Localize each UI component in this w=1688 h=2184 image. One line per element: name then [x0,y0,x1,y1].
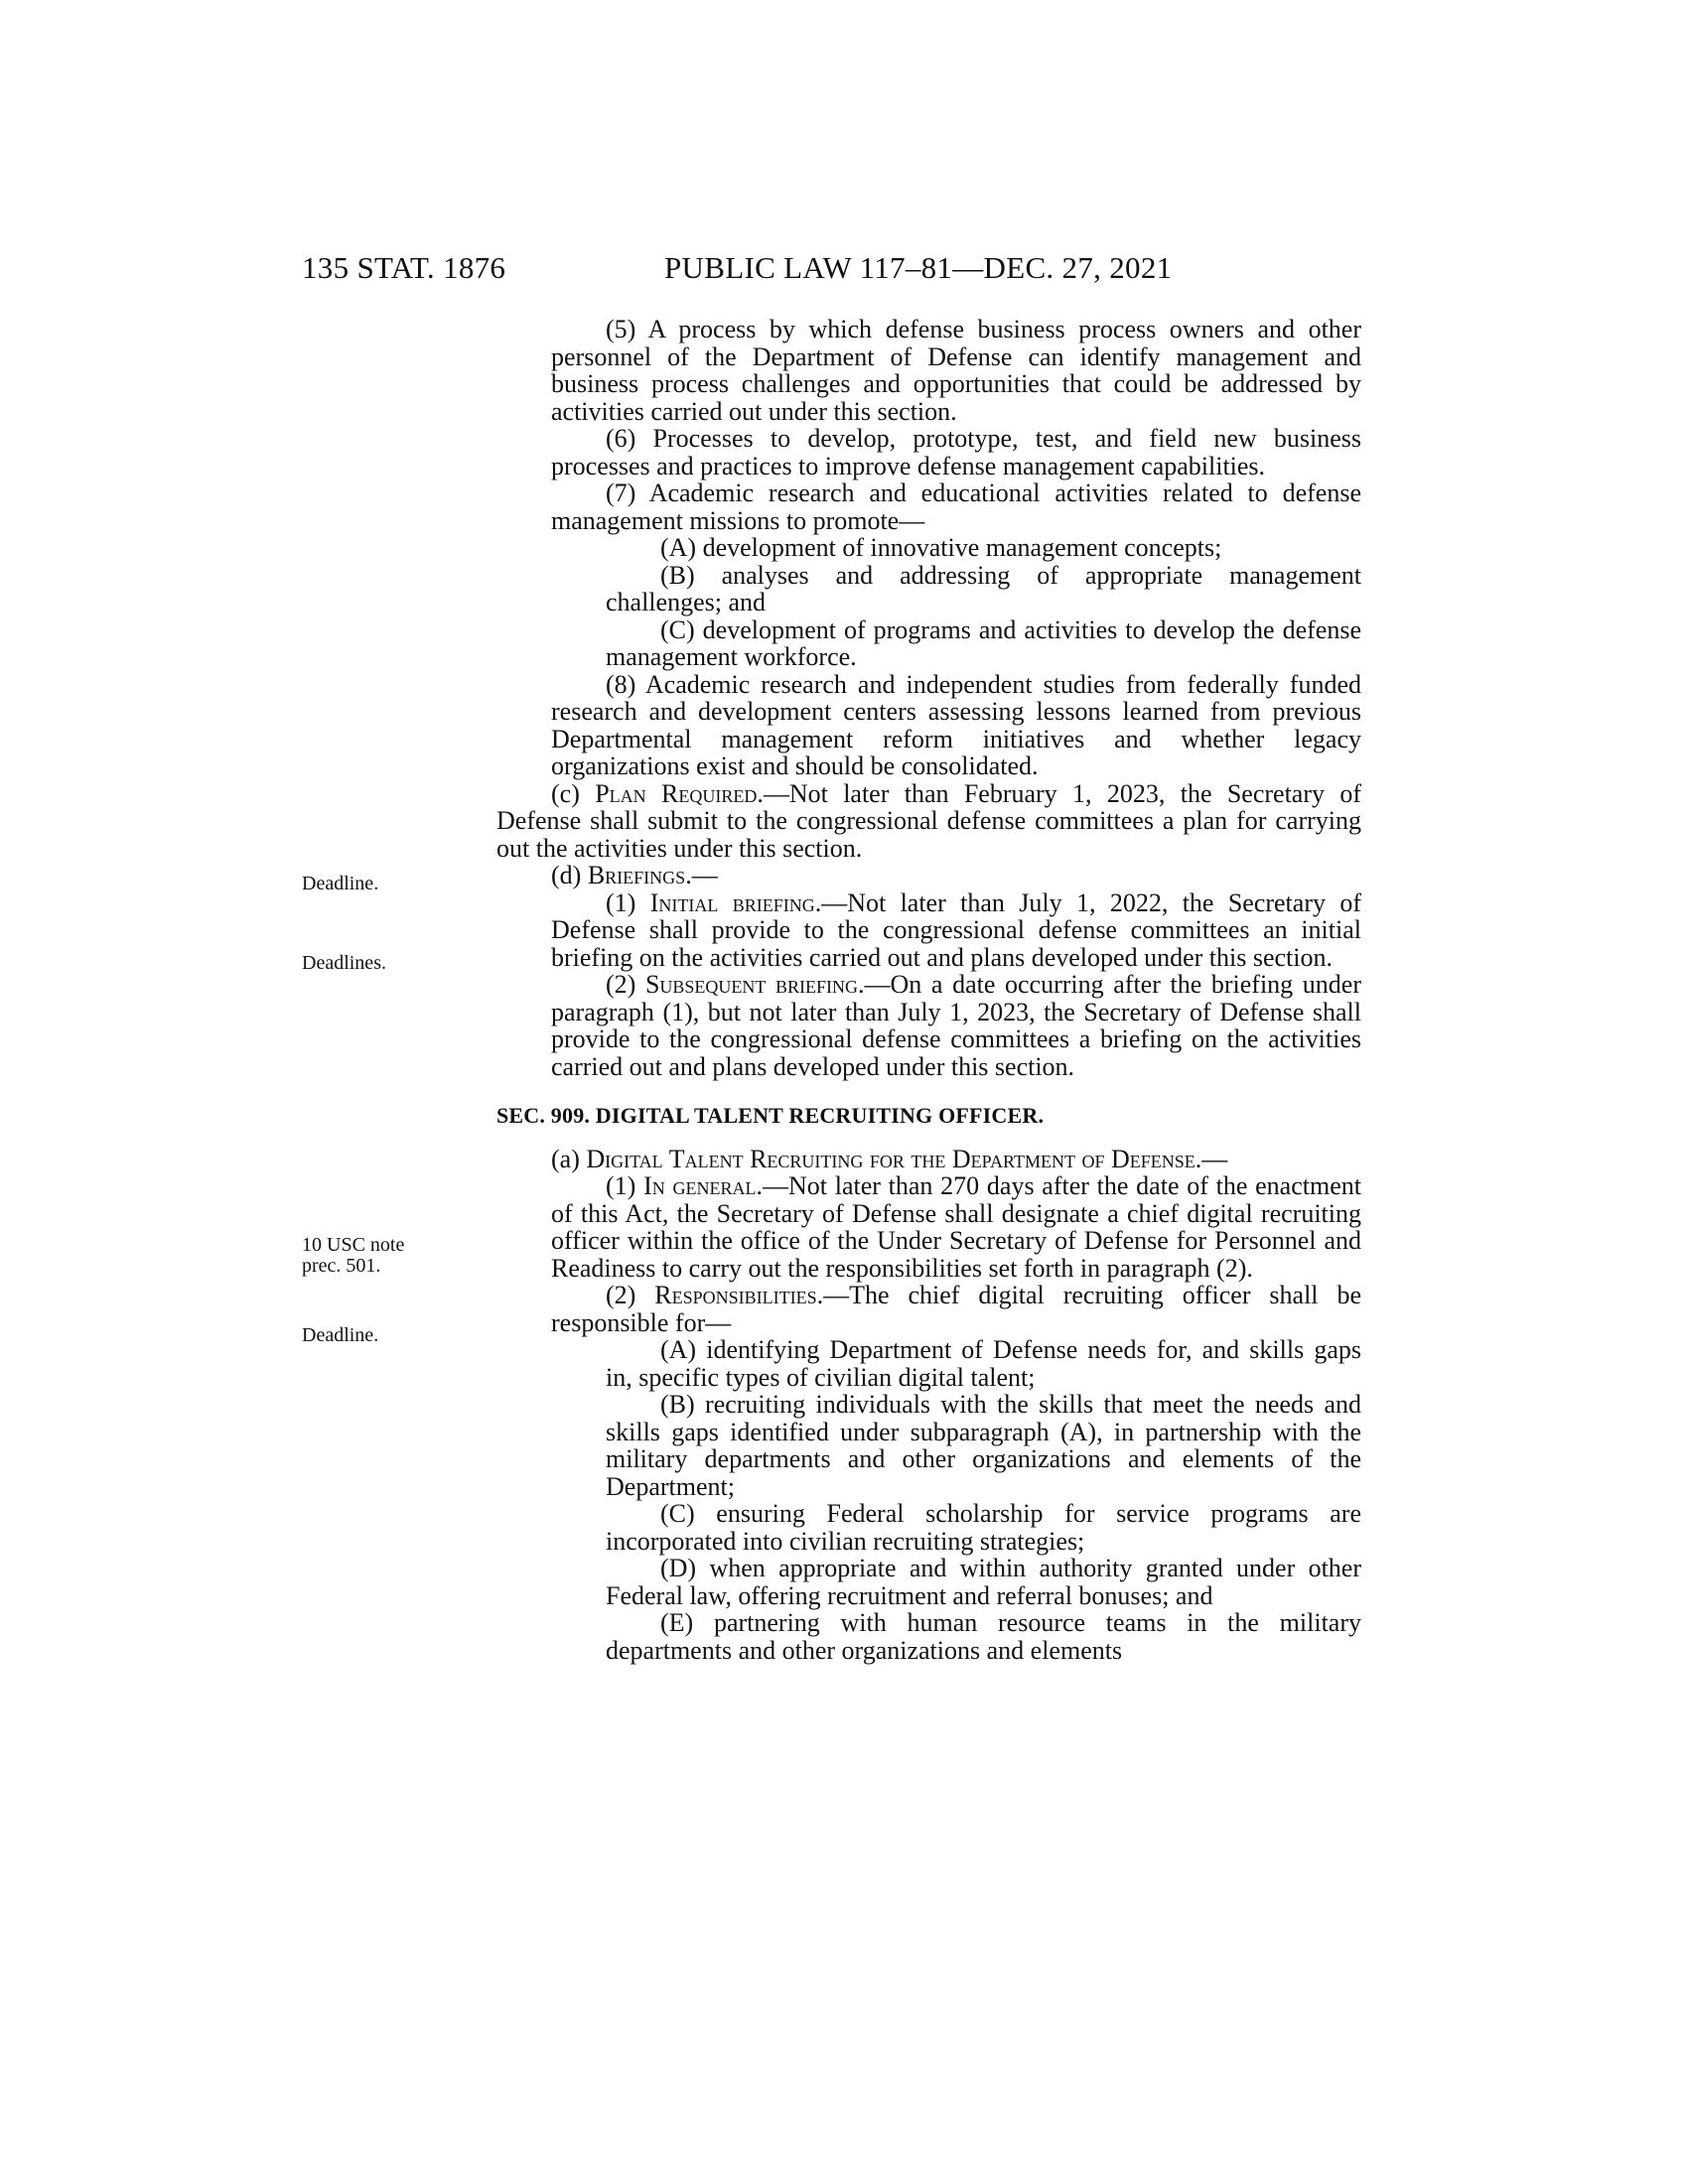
subsection-d [496,862,1361,889]
subparagraph-a2D: (D) when appropriate and within authority granted under other Federal law, offering recruitment and referral bonuses; and [606,1554,1361,1610]
subparagraph-7c: (C) development of programs and activities to develop the defense management workforce. [606,614,1361,671]
subsection-c-heading: Plan Required [595,778,758,808]
subsection-d-text: .— [685,861,718,889]
paragraph-d2-heading: Subsequent briefing [644,970,859,999]
subsection-a-heading: Digital Talent Recruiting for the Department of Defense [586,1144,1196,1173]
subparagraph-a2B: (B) recruiting individuals with the skills that meet the needs and skills gaps identified under subparagraph (A), in partnership with the military departments and other organizations and elements of the Department; [606,1390,1361,1501]
paragraph-d1-label: (1) [606,887,650,917]
subsection-d-label: (d) [551,861,588,889]
document-body [496,316,1361,1664]
paragraph-a1-label: (1) [606,1171,644,1200]
paragraph-5: (5) A process by which defense business process owners and other personnel of the Department of Defense can identify management and business process challenges and opportunities that could be addressed by activities carried out under this section. [551,315,1361,426]
paragraph-d2-label: (2) [606,970,645,999]
paragraph-d1 [551,889,1361,972]
paragraph-a1 [551,1172,1361,1282]
subsection-a [496,1146,1361,1173]
paragraph-a2 [551,1282,1361,1336]
subsection-c [496,780,1361,863]
subparagraph-a2C: (C) ensuring Federal scholarship for service programs are incorporated into civilian recruiting strategies; [606,1499,1361,1556]
paragraph-d2 [551,971,1361,1080]
paragraph-a1-heading: In general [643,1171,757,1200]
subparagraph-7a: (A) development of innovative management concepts; [660,533,1222,562]
paragraph-d2-text: .—On a date occurring after the briefing under paragraph (1), but not later than July 1, 2023, the Secretary of Defense shall provide to the congressional defense committees a briefing on the activities carried out and plans developed under this section. [551,970,1361,1081]
paragraph-d1-heading: Initial briefing [649,887,815,917]
paragraph-a2-text: .—The chief digital recruiting officer shall be responsible for— [551,1281,1361,1337]
margin-note-deadlines: Deadlines. [302,952,386,974]
paragraph-7: (7) Academic research and educational activities related to defense management missions to promote— [551,478,1361,535]
subsection-c-text: .—Not later than February 1, 2023, the Secretary of Defense shall submit to the congressional defense committees a plan for carrying out the activities under this section. [496,778,1361,863]
subparagraph-a2A: (A) identifying Department of Defense needs for, and skills gaps in, specific types of civilian digital talent; [606,1335,1361,1392]
subsection-d-heading: Briefings [587,861,686,889]
paragraph-a2-label: (2) [606,1281,655,1309]
section-heading: SEC. 909. DIGITAL TALENT RECRUITING OFFICER. [496,1103,1045,1128]
subsection-c-label: (c) [551,778,596,808]
paragraph-6: (6) Processes to develop, prototype, test, and field new business processes and practices to improve defense management capabilities. [551,424,1361,480]
public-law-title: PUBLIC LAW 117–81—DEC. 27, 2021 [664,250,1173,285]
subsection-a-label: (a) [551,1144,587,1173]
subsection-a-text: .— [1195,1144,1228,1173]
running-header [302,250,1362,290]
margin-note-usc: 10 USC note prec. 501. [302,1234,405,1277]
paragraph-d1-text: .—Not later than July 1, 2022, the Secretary of Defense shall provide to the congressional defense committees an initial briefing on the activities carried out and plans developed under this section. [551,887,1362,972]
statute-page-number: 135 STAT. 1876 [302,250,506,285]
paragraph-a2-heading: Responsibilities [654,1281,817,1309]
paragraph-a1-text: .—Not later than 270 days after the date of the enactment of this Act, the Secretary of Defense shall designate a chief digital recruiting officer within the office of the Under Secretary of Defense for Personnel and Readiness to carry out the responsibilities set forth in paragraph (2). [551,1171,1361,1283]
subparagraph-7b: (B) analyses and addressing of appropriate management challenges; and [606,560,1361,616]
margin-note-deadline: Deadline. [302,873,379,894]
margin-note-deadline-2: Deadline. [302,1324,379,1346]
subparagraph-a2E: (E) partnering with human resource teams in the military departments and other organizations and elements [606,1608,1361,1665]
paragraph-8: (8) Academic research and independent studies from federally funded research and development centers assessing lessons learned from previous Departmental management reform initiatives and whether legacy organizations exist and should be consolidated. [551,669,1361,780]
